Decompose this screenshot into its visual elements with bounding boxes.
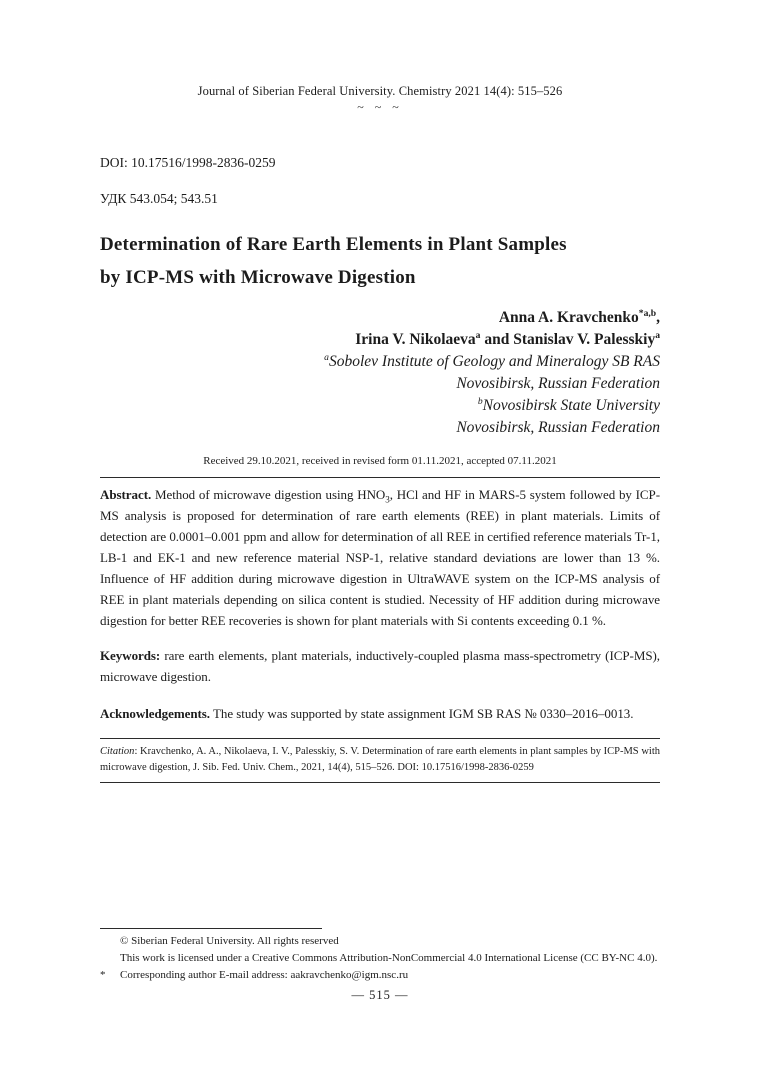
author-1-affiliation-marks: *a,b — [638, 307, 657, 319]
author-3-name: and Stanislav V. Palesskiy — [480, 331, 656, 348]
copyright-line: © Siberian Federal University. All rights reserved — [120, 935, 339, 947]
acknowledgements-label: Acknowledgements. — [100, 706, 211, 721]
author-line-1 — [100, 307, 660, 329]
page-content — [100, 155, 660, 783]
article-title — [100, 228, 660, 294]
citation-label: Citation — [100, 746, 135, 757]
affiliation-2 — [100, 395, 660, 417]
abstract-formula-subscript: 3 — [385, 494, 390, 505]
affiliation-2-text: Novosibirsk State University — [482, 397, 660, 414]
abstract-text-2: , HCl and HF in MARS-5 system followed by ICP-MS analysis is proposed for determination of rare earth elements (REE) in plant materials. Limits of detection are 0.0001–0.001 ppm and allow for determination of all REE in certified reference materials Tr-1, LB-1 and EK-1 and new reference material NSP-1, relative standard deviations are lower than 13 %. Influence of HF addition during microwave digestion in UltraWAVE system on the ICP-MS analysis of REE in plant materials depending on silica content is studied. Necessity of HF addition during microwave digestion for better REE recoveries is shown for plant materials with Si contents exceeding 0.1 %. — [100, 487, 660, 628]
abstract-text-1: Method of microwave digestion using HNO — [151, 487, 386, 502]
acknowledgements-text: The study was supported by state assignment IGM SB RAS № 0330–2016–0013. — [210, 706, 634, 721]
journal-header: Journal of Siberian Federal University. Chemistry 2021 14(4): 515–526 — [197, 84, 563, 98]
license-line: This work is licensed under a Creative Commons Attribution-NonCommercial 4.0 International License (CC BY-NC 4.0). — [120, 952, 658, 964]
footnote-block — [100, 928, 688, 984]
author-1-comma: , — [656, 309, 660, 326]
author-2-affiliation-mark: a — [475, 329, 481, 341]
author-1-name: Anna A. Kravchenko — [498, 309, 639, 326]
asterisk-marker: * — [100, 969, 106, 981]
corresponding-author-line — [100, 967, 688, 984]
keywords-paragraph — [100, 645, 660, 687]
affiliation-1-mark: a — [324, 351, 329, 363]
citation-block — [100, 738, 660, 783]
article-title-line-2: by ICP-MS with Microwave Digestion — [100, 267, 416, 288]
citation-text: : Kravchenko, A. A., Nikolaeva, I. V., Palesskiy, S. V. Determination of rare earth elements in plant samples by ICP-MS with microwave digestion, J. Sib. Fed. Univ. Chem., 2021, 14(4), 515–526. DOI: 10.17516/1998-2836-0259 — [100, 746, 660, 773]
footnote-divider — [100, 928, 322, 929]
affiliation-2-city: Novosibirsk, Russian Federation — [456, 419, 660, 436]
affiliation-2-mark: b — [477, 395, 483, 407]
abstract-paragraph — [100, 484, 660, 631]
udk-line: УДК 543.054; 543.51 — [100, 191, 218, 206]
keywords-label: Keywords: — [100, 648, 161, 663]
affiliation-1 — [100, 351, 660, 373]
author-2-name: Irina V. Nikolaeva — [355, 331, 476, 348]
page-number: — 515 — — [351, 988, 409, 1002]
author-3-affiliation-mark: a — [655, 329, 660, 341]
doi-line: DOI: 10.17516/1998-2836-0259 — [100, 155, 276, 170]
corresponding-author-text: Corresponding author E-mail address: aakravchenko@igm.nsc.ru — [120, 969, 409, 981]
abstract-label: Abstract. — [100, 487, 152, 502]
received-dates-line: Received 29.10.2021, received in revised form 01.11.2021, accepted 07.11.2021 — [100, 455, 660, 478]
tilde-separator: ~ ~ ~ — [357, 100, 403, 114]
author-line-2 — [100, 329, 660, 351]
article-title-line-1: Determination of Rare Earth Elements in Plant Samples — [100, 234, 567, 255]
acknowledgements-paragraph — [100, 703, 660, 724]
authors-block — [100, 307, 660, 439]
keywords-text: rare earth elements, plant materials, inductively-coupled plasma mass-spectrometry (ICP-MS), microwave digestion. — [100, 648, 660, 684]
affiliation-1-text: Sobolev Institute of Geology and Mineralogy SB RAS — [328, 353, 660, 370]
affiliation-1-city: Novosibirsk, Russian Federation — [456, 375, 660, 392]
